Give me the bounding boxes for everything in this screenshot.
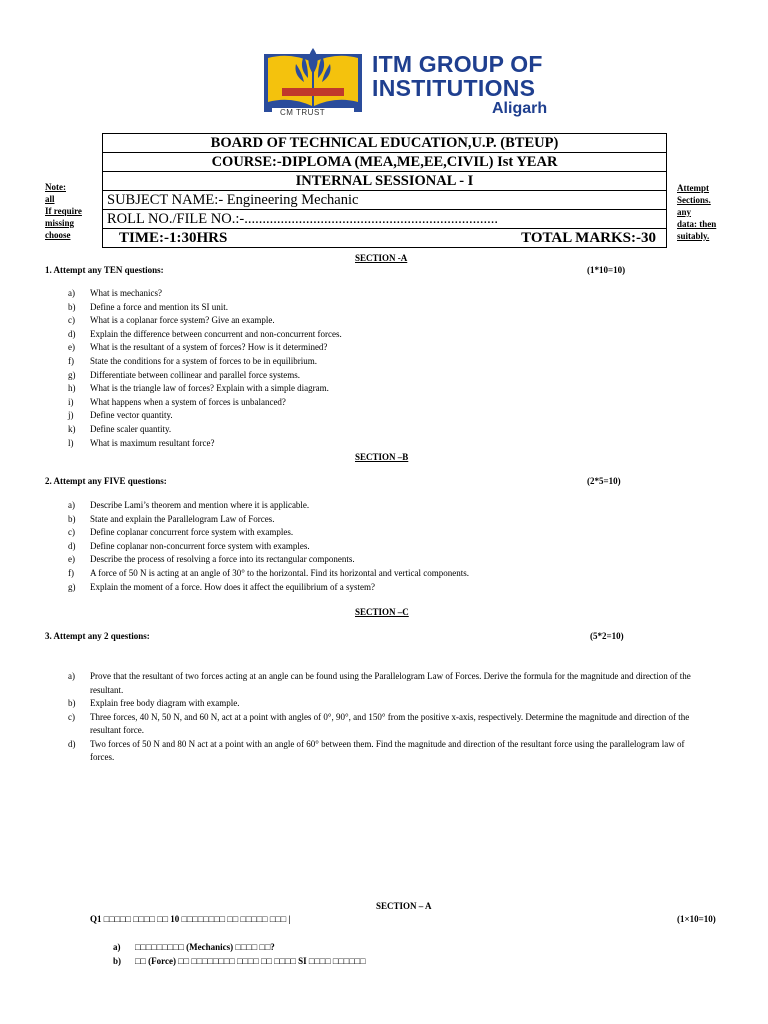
list-item: [68, 540, 469, 554]
item-letter: c): [68, 711, 75, 722]
section-c-title: SECTION –C: [355, 607, 409, 617]
item-letter: b): [68, 301, 76, 312]
list-item: [68, 513, 469, 527]
item-text: A force of 50 N is acting at an angle of 30° to the horizontal. Find its horizontal and vertical components.: [90, 567, 470, 578]
section-c-list: [68, 670, 708, 765]
item-letter: b): [68, 698, 76, 708]
item-text: What is a coplanar force system? Give an example.: [90, 315, 275, 326]
item-text: Define scaler quantity.: [90, 423, 172, 434]
item-text: Two forces of 50 N and 80 N act at a point with an angle of 60° between them. Find the magnitude and direction of the resultant force using the parallelogram law of forces.: [90, 738, 685, 762]
list-item: [113, 955, 366, 969]
item-text: Prove that the resultant of two forces acting at an angle can be found using the Parallelogram Law of Forces. Derive the formula for the magnitude and direction of the resultant.: [90, 671, 691, 695]
section-c-question: 3. Attempt any 2 questions:: [45, 631, 150, 641]
note-left-line: If require: [45, 206, 82, 216]
item-text: Define coplanar concurrent force system with examples.: [90, 527, 294, 538]
list-item: [68, 328, 342, 342]
list-item: [68, 553, 469, 567]
item-letter: d): [68, 738, 76, 749]
item-letter: f): [68, 355, 74, 366]
list-item: [68, 697, 708, 711]
item-letter: h): [68, 383, 76, 394]
note-right-line: suitably.: [677, 231, 710, 241]
item-text: Explain the difference between concurrent and non-concurrent forces.: [90, 328, 342, 339]
item-text: Differentiate between collinear and parallel force systems.: [90, 369, 300, 380]
item-text: Three forces, 40 N, 50 N, and 60 N, act at a point with angles of 0°, 90°, and 150° from the positive x-axis, respectively. Determine the magnitude and direction of the resultant force.: [90, 711, 690, 735]
logo-city: Aligarh: [492, 100, 548, 117]
list-item: [68, 738, 708, 765]
item-letter: a): [68, 288, 75, 298]
list-item: [68, 499, 469, 513]
section-a-question: 1. Attempt any TEN questions:: [45, 265, 164, 275]
section-a-marks: (1*10=10): [587, 265, 626, 275]
section-c-marks: (5*2=10): [590, 631, 624, 641]
item-text: Describe Lami’s theorem and mention where it is applicable.: [90, 500, 310, 510]
item-letter: l): [68, 437, 74, 448]
note-left-line: Note:: [45, 182, 66, 192]
item-text: What is the triangle law of forces? Explain with a simple diagram.: [90, 383, 329, 394]
item-text: What happens when a system of forces is unbalanced?: [90, 396, 286, 407]
item-letter: i): [68, 396, 74, 407]
list-item: [68, 581, 469, 595]
note-right-line: data: then: [677, 219, 717, 229]
list-item: [68, 396, 342, 410]
institution-logo: [262, 44, 554, 122]
list-item: [68, 670, 708, 697]
logo-title-line2: INSTITUTIONS: [372, 75, 536, 101]
hindi-section-title: SECTION – A: [376, 901, 432, 911]
item-letter: c): [68, 527, 75, 538]
section-b-list: [68, 499, 469, 594]
note-right-line: any: [677, 207, 692, 217]
total-marks: TOTAL MARKS:-30: [521, 229, 656, 246]
item-letter: k): [68, 423, 76, 434]
item-letter: b): [113, 955, 122, 966]
section-b-marks: (2*5=10): [587, 476, 621, 486]
list-item: [68, 437, 342, 451]
item-text: What is maximum resultant force?: [90, 437, 215, 448]
item-letter: a): [68, 500, 75, 510]
exam-time: TIME:-1:30HRS: [119, 229, 228, 246]
roll-number-field: ROLL NO./FILE NO.:-......................................................................: [103, 210, 667, 229]
item-text: Define a force and mention its SI unit.: [90, 301, 228, 312]
item-text: What is mechanics?: [90, 288, 162, 298]
item-text: What is the resultant of a system of forces? How is it determined?: [90, 342, 328, 353]
item-letter: d): [68, 328, 76, 339]
list-item: [68, 409, 342, 423]
list-item: [68, 382, 342, 396]
item-letter: d): [68, 540, 76, 551]
list-item: [68, 287, 342, 301]
list-item: [68, 314, 342, 328]
item-letter: b): [68, 513, 76, 524]
note-left-line: all: [45, 194, 55, 204]
exam-header-table: [102, 133, 667, 248]
item-letter: f): [68, 567, 74, 578]
subject-name: SUBJECT NAME:- Engineering Mechanic: [103, 191, 667, 210]
list-item: [113, 941, 366, 955]
board-name: BOARD OF TECHNICAL EDUCATION,U.P. (BTEUP): [103, 134, 667, 153]
item-letter: e): [68, 342, 75, 353]
item-text: Define coplanar non-concurrent force system with examples.: [90, 540, 310, 551]
item-letter: c): [68, 315, 75, 326]
item-text: □□□□□□□□□ (Mechanics) □□□□ □□?: [135, 942, 275, 952]
list-item: [68, 711, 708, 738]
logo-title-line1: ITM GROUP OF: [372, 51, 543, 77]
item-text: □□ (Force) □□ □□□□□□□□ □□□□ □□ □□□□ SI □□□□ □□□□□□: [135, 955, 366, 966]
list-item: [68, 423, 342, 437]
item-text: Explain free body diagram with example.: [90, 698, 240, 708]
hindi-list: [113, 941, 366, 968]
section-a-list: [68, 287, 342, 450]
section-b-title: SECTION –B: [355, 452, 409, 462]
note-left-line: missing: [45, 218, 75, 228]
note-right-line: Sections.: [677, 195, 711, 205]
item-text: State and explain the Parallelogram Law of Forces.: [90, 513, 275, 524]
item-letter: g): [68, 369, 76, 380]
note-left: [45, 181, 82, 241]
trust-label: CM TRUST: [280, 108, 326, 117]
list-item: [68, 369, 342, 383]
item-text: Describe the process of resolving a force into its rectangular components.: [90, 554, 355, 565]
list-item: [68, 355, 342, 369]
hindi-question: Q1 □□□□□ □□□□ □□ 10 □□□□□□□□ □□ □□□□□ □□□ |: [90, 914, 291, 924]
item-text: State the conditions for a system of forces to be in equilibrium.: [90, 355, 317, 366]
exam-name: INTERNAL SESSIONAL - I: [103, 172, 667, 191]
note-right-line: Attempt: [677, 183, 709, 193]
item-letter: g): [68, 581, 76, 592]
section-a-title: SECTION -A: [355, 253, 408, 263]
time-marks-row: [103, 229, 667, 248]
item-letter: a): [113, 942, 121, 952]
list-item: [68, 341, 342, 355]
note-left-line: choose: [45, 230, 71, 240]
item-text: Define vector quantity.: [90, 410, 173, 421]
hindi-marks: (1×10=10): [677, 914, 716, 924]
item-letter: e): [68, 554, 75, 565]
section-b-question: 2. Attempt any FIVE questions:: [45, 476, 167, 486]
list-item: [68, 567, 469, 581]
list-item: [68, 301, 342, 315]
item-text: Explain the moment of a force. How does it affect the equilibrium of a system?: [90, 581, 375, 592]
note-right: [677, 182, 716, 242]
item-letter: j): [68, 410, 74, 421]
course-name: COURSE:-DIPLOMA (MEA,ME,EE,CIVIL) Ist YEAR: [103, 153, 667, 172]
list-item: [68, 526, 469, 540]
item-letter: a): [68, 671, 75, 681]
